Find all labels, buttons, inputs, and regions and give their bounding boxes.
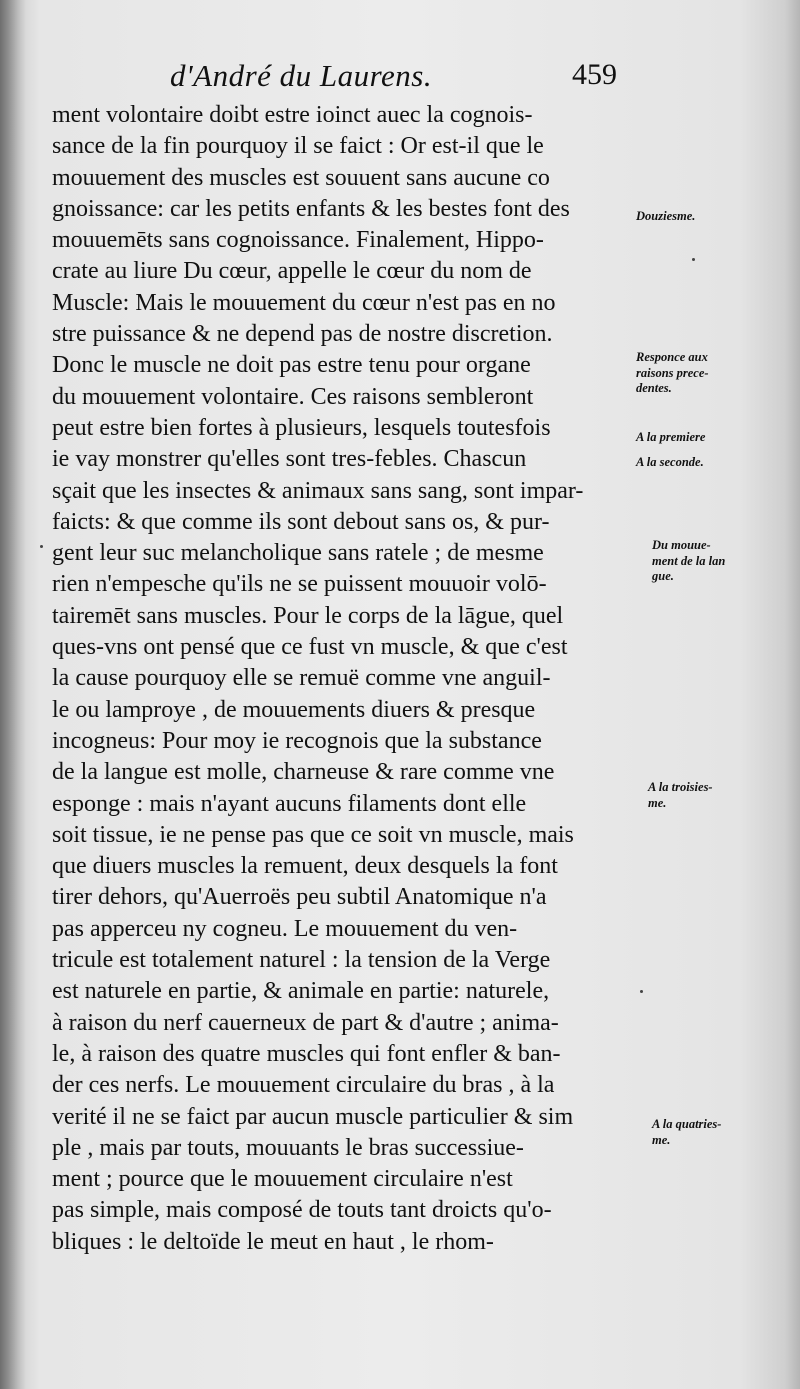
margin-note-line: gue.	[652, 569, 674, 583]
text-line: tricule est totalement naturel : la tension de la Verge	[52, 947, 551, 974]
text-line: mouuemēts sans cognoissance. Finalement, Hippo-	[52, 227, 544, 254]
margin-note-douziesme	[636, 209, 695, 225]
margin-note-line: Douziesme.	[636, 209, 696, 223]
margin-note-line: A la seconde.	[636, 455, 704, 469]
text-line: incogneus: Pour moy ie recognois que la substance	[52, 727, 542, 754]
text-line: est naturele en partie, & animale en partie: naturele,	[52, 978, 550, 1005]
text-line: que diuers muscles la remuent, deux desquels la font	[52, 853, 558, 880]
margin-note-premiere	[636, 430, 705, 446]
text-line: ie vay monstrer qu'elles sont tres-febles. Chascun	[52, 446, 527, 473]
margin-note-line: A la premiere	[636, 430, 706, 444]
text-line: verité il ne se faict par aucun muscle particulier & sim	[52, 1103, 574, 1130]
margin-note-line: A la quatries-	[652, 1117, 722, 1131]
margin-note-line: me.	[652, 1132, 671, 1147]
body-text	[52, 100, 637, 1258]
margin-note-responce	[636, 350, 709, 397]
text-line: der ces nerfs. Le mouuement circulaire du bras , à la	[52, 1072, 555, 1099]
text-line: tirer dehors, qu'Auerroës peu subtil Anatomique n'a	[52, 884, 547, 911]
text-line: gent leur suc melancholique sans ratele ; de mesme	[52, 540, 544, 567]
text-line: sance de la fin pourquoy il se faict : Or est-il que le	[52, 133, 544, 160]
gutter-shadow	[0, 0, 26, 1389]
margin-note-mouuement-langue	[652, 538, 725, 585]
margin-note-line: me.	[648, 795, 667, 810]
text-line: pas apperceu ny cogneu. Le mouuement du ven-	[52, 915, 518, 942]
text-line: crate au liure Du cœur, appelle le cœur du nom de	[52, 258, 532, 285]
text-line: du mouuement volontaire. Ces raisons sembleront	[52, 383, 534, 410]
text-line: à raison du nerf cauerneux de part & d'autre ; anima-	[52, 1009, 559, 1036]
text-line: ques-vns ont pensé que ce fust vn muscle, & que c'est	[52, 634, 568, 661]
text-line: pas simple, mais composé de touts tant droicts qu'o-	[52, 1197, 552, 1224]
margin-note-quatriesme	[652, 1117, 721, 1148]
margin-note-line: ment de la lan	[652, 553, 726, 568]
text-line: rien n'empesche qu'ils ne se puissent mouuoir volō-	[52, 571, 547, 598]
text-line: ment ; pource que le mouuement circulaire n'est	[52, 1166, 513, 1193]
margin-note-line: dentes.	[636, 381, 672, 395]
text-line: soit tissue, ie ne pense pas que ce soit vn muscle, mais	[52, 821, 574, 848]
text-line: le, à raison des quatre muscles qui font enfler & ban-	[52, 1040, 561, 1067]
text-line: faicts: & que comme ils sont debout sans os, & pur-	[52, 508, 550, 535]
ink-speck	[692, 258, 695, 261]
text-line: stre puissance & ne depend pas de nostre discretion.	[52, 321, 553, 348]
text-line: mouuement des muscles est souuent sans aucune co	[52, 164, 550, 191]
ink-speck	[40, 545, 43, 548]
text-line: ple , mais par touts, mouuants le bras successiue-	[52, 1134, 524, 1161]
text-line: Muscle: Mais le mouuement du cœur n'est pas en no	[52, 289, 556, 316]
text-line: sçait que les insectes & animaux sans sang, sont impar-	[52, 477, 584, 504]
text-line: la cause pourquoy elle se remuë comme vne anguil-	[52, 665, 551, 692]
text-line: le ou lamproye , de mouuements diuers & presque	[52, 696, 536, 723]
text-line: Donc le muscle ne doit pas estre tenu pour organe	[52, 352, 531, 379]
text-line: esponge : mais n'ayant aucuns filaments dont elle	[52, 790, 527, 817]
text-line: ment volontaire doibt estre ioinct auec la cognois-	[52, 102, 533, 128]
margin-note-line: Du mouue-	[652, 538, 711, 552]
margin-note-troisiesme	[648, 780, 713, 811]
page-number: 459	[572, 58, 617, 91]
ink-speck	[640, 990, 643, 993]
text-line: de la langue est molle, charneuse & rare comme vne	[52, 759, 555, 786]
margin-note-line: raisons prece-	[636, 365, 709, 380]
text-line: peut estre bien fortes à plusieurs, lesquels toutesfois	[52, 414, 551, 441]
text-line: tairemēt sans muscles. Pour le corps de la lāgue, quel	[52, 602, 564, 629]
margin-note-line: A la troisies-	[648, 780, 713, 794]
running-head: d'André du Laurens.	[170, 58, 433, 93]
text-line: bliques : le deltoïde le meut en haut , le rhom-	[52, 1228, 494, 1255]
margin-note-seconde	[636, 455, 704, 471]
margin-note-line: Responce aux	[636, 350, 708, 364]
text-line: gnoissance: car les petits enfants & les bestes font des	[52, 195, 570, 222]
